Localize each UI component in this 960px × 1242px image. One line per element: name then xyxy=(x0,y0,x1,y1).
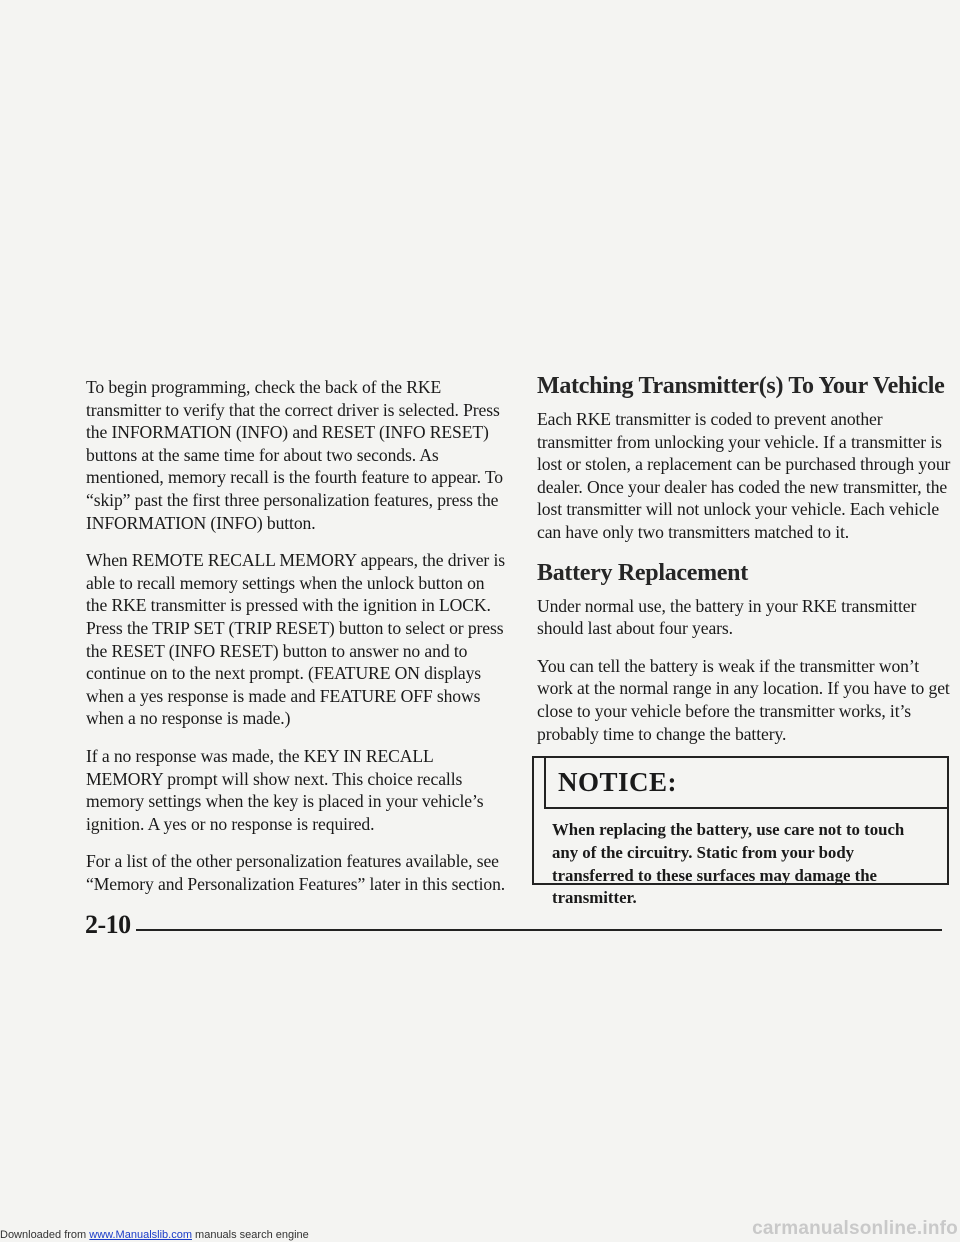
right-column xyxy=(537,372,957,760)
manualslib-link[interactable]: www.Manualslib.com xyxy=(89,1229,192,1241)
personalization-reference-paragraph: For a list of the other personalization features available, see “Memory and Personalization Features” later in this section. xyxy=(86,851,506,894)
footer-prefix: Downloaded from xyxy=(0,1229,90,1241)
watermark: carmanualsonline.info xyxy=(752,1218,958,1239)
programming-paragraph: To begin programming, check the back of the RKE transmitter to verify that the correct driver is selected. Press the INFORMATION (INFO) and RESET (INFO RESET) buttons at the same time for about two seconds. As mentioned, memory recall is the fourth feature to appear. To “skip” past the first three personalization features, press the INFORMATION (INFO) button. xyxy=(86,377,503,533)
footer-rule xyxy=(136,929,942,931)
key-in-recall-paragraph: If a no response was made, the KEY IN RECALL MEMORY prompt will show next. This choice recalls memory settings when the key is placed in your vehicle’s ignition. A yes or no response is required. xyxy=(86,745,484,834)
battery-life-paragraph: Under normal use, the battery in your RKE transmitter should last about four years. xyxy=(537,595,917,639)
matching-transmitters-heading: Matching Transmitter(s) To Your Vehicle xyxy=(537,373,945,399)
page-number: 2-10 xyxy=(85,910,131,939)
battery-weak-paragraph: You can tell the battery is weak if the transmitter won’t work at the normal range in any location. If you have to get close to your vehicle before the transmitter works, it’s probably time to change the battery. xyxy=(537,655,950,744)
notice-text: When replacing the battery, use care not to touch any of the circuitry. Static from your body transferred to these surfaces may damage the transmitter. xyxy=(552,820,905,908)
remote-recall-paragraph: When REMOTE RECALL MEMORY appears, the driver is able to recall memory settings when the unlock button on the RKE transmitter is pressed with the ignition in LOCK. Press the TRIP SET (TRIP RESET) button to select or press the RESET (INFO RESET) button to answer no and to continue on to the next prompt. (FEATURE ON displays when a yes response is made and FEATURE OFF shows when a no response is made.) xyxy=(86,550,506,729)
left-column xyxy=(86,376,506,910)
matching-transmitters-paragraph: Each RKE transmitter is coded to prevent another transmitter from unlocking your vehicle. If a transmitter is lost or stolen, a replacement can be purchased through your dealer. Once your dealer has coded the new transmitter, the lost transmitter will not unlock your vehicle. Each vehicle can have only two transmitters matched to it. xyxy=(537,409,951,542)
footer-suffix: manuals search engine xyxy=(191,1229,309,1241)
notice-title: NOTICE: xyxy=(544,758,947,809)
download-footer xyxy=(0,1229,309,1241)
battery-replacement-heading: Battery Replacement xyxy=(537,559,748,586)
notice-box xyxy=(532,756,949,908)
